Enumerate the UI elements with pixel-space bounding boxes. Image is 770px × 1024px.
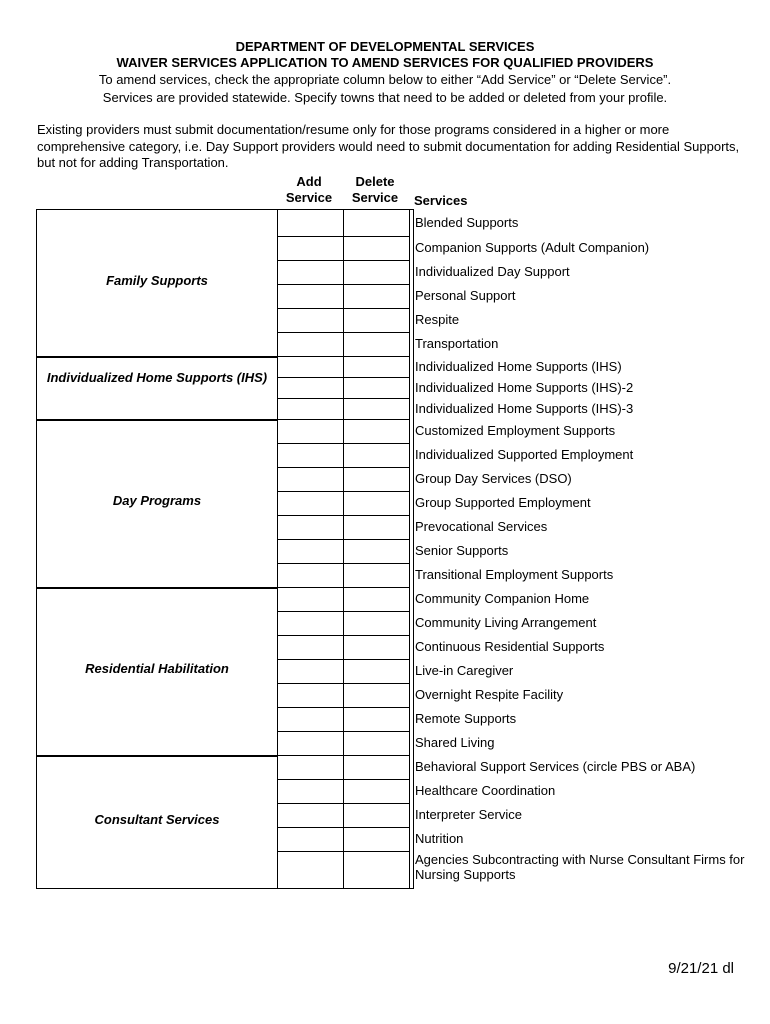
delete-service-checkbox[interactable] xyxy=(344,468,408,490)
department-title: DEPARTMENT OF DEVELOPMENTAL SERVICES xyxy=(235,39,535,54)
add-service-checkbox[interactable] xyxy=(278,261,342,283)
delete-service-checkbox[interactable] xyxy=(344,852,408,887)
service-name: Companion Supports (Adult Companion) xyxy=(415,240,650,255)
add-service-header: Add Service xyxy=(285,174,333,205)
service-name: Interpreter Service xyxy=(415,807,522,822)
delete-service-checkbox[interactable] xyxy=(344,804,408,826)
delete-service-checkbox[interactable] xyxy=(344,612,408,634)
add-service-checkbox[interactable] xyxy=(278,780,342,802)
delete-service-checkbox[interactable] xyxy=(344,357,408,376)
delete-service-checkbox[interactable] xyxy=(344,588,408,610)
service-name: Community Companion Home xyxy=(415,591,590,606)
add-service-checkbox[interactable] xyxy=(278,828,342,850)
delete-service-checkbox[interactable] xyxy=(344,309,408,331)
add-service-checkbox[interactable] xyxy=(278,399,342,418)
service-name: Blended Supports xyxy=(415,215,519,230)
delete-service-checkbox[interactable] xyxy=(344,378,408,397)
instruction-line: To amend services, check the appropriate column below to either “Add Service” or “Delete Service”. xyxy=(98,72,672,87)
delete-service-checkbox[interactable] xyxy=(344,237,408,259)
add-service-checkbox[interactable] xyxy=(278,309,342,331)
delete-service-checkbox[interactable] xyxy=(344,540,408,562)
delete-service-checkbox[interactable] xyxy=(344,285,408,307)
group-divider xyxy=(37,755,277,757)
delete-service-checkbox[interactable] xyxy=(344,492,408,514)
delete-service-checkbox[interactable] xyxy=(344,333,408,355)
service-name: Remote Supports xyxy=(415,711,517,726)
form-title: WAIVER SERVICES APPLICATION TO AMEND SERVICES FOR QUALIFIED PROVIDERS xyxy=(116,55,654,70)
statewide-note: Services are provided statewide. Specify towns that need to be added or deleted from your profile. xyxy=(102,90,668,105)
service-name: Individualized Day Support xyxy=(415,264,570,279)
add-service-checkbox[interactable] xyxy=(278,564,342,586)
delete-service-checkbox[interactable] xyxy=(344,660,408,682)
delete-service-checkbox[interactable] xyxy=(344,444,408,466)
revision-date: 9/21/21 dl xyxy=(668,960,734,977)
add-service-checkbox[interactable] xyxy=(278,420,342,442)
group-label: Day Programs xyxy=(112,493,202,508)
delete-service-checkbox[interactable] xyxy=(344,516,408,538)
service-name: Group Day Services (DSO) xyxy=(415,471,572,486)
service-name: Transportation xyxy=(415,336,499,351)
add-service-checkbox[interactable] xyxy=(278,708,342,730)
delete-service-checkbox[interactable] xyxy=(344,828,408,850)
add-service-checkbox[interactable] xyxy=(278,540,342,562)
delete-service-checkbox[interactable] xyxy=(344,564,408,586)
add-service-checkbox[interactable] xyxy=(278,468,342,490)
service-name: Shared Living xyxy=(415,735,495,750)
add-service-checkbox[interactable] xyxy=(278,516,342,538)
add-service-checkbox[interactable] xyxy=(278,357,342,376)
delete-service-checkbox[interactable] xyxy=(344,684,408,706)
service-name: Transitional Employment Supports xyxy=(415,567,614,582)
service-name: Overnight Respite Facility xyxy=(415,687,564,702)
service-name: Customized Employment Supports xyxy=(415,423,616,438)
service-name: Agencies Subcontracting with Nurse Consultant Firms for Nursing Supports xyxy=(415,852,745,882)
add-service-checkbox[interactable] xyxy=(278,285,342,307)
add-service-checkbox[interactable] xyxy=(278,732,342,754)
add-service-checkbox[interactable] xyxy=(278,636,342,658)
delete-service-checkbox[interactable] xyxy=(344,780,408,802)
delete-service-checkbox[interactable] xyxy=(344,261,408,283)
service-name: Continuous Residential Supports xyxy=(415,639,605,654)
service-name: Live-in Caregiver xyxy=(415,663,514,678)
add-service-checkbox[interactable] xyxy=(278,852,342,887)
add-service-checkbox[interactable] xyxy=(278,237,342,259)
add-service-checkbox[interactable] xyxy=(278,804,342,826)
delete-service-checkbox[interactable] xyxy=(344,708,408,730)
add-service-checkbox[interactable] xyxy=(278,211,342,235)
add-service-checkbox[interactable] xyxy=(278,588,342,610)
group-divider xyxy=(37,419,277,421)
add-service-checkbox[interactable] xyxy=(278,444,342,466)
service-name: Prevocational Services xyxy=(415,519,548,534)
add-service-checkbox[interactable] xyxy=(278,333,342,355)
add-service-checkbox[interactable] xyxy=(278,612,342,634)
delete-service-checkbox[interactable] xyxy=(344,211,408,235)
delete-service-checkbox[interactable] xyxy=(344,399,408,418)
add-service-checkbox[interactable] xyxy=(278,378,342,397)
group-label: Individualized Home Supports (IHS) xyxy=(46,369,268,385)
add-service-checkbox[interactable] xyxy=(278,684,342,706)
service-name: Community Living Arrangement xyxy=(415,615,597,630)
add-service-checkbox[interactable] xyxy=(278,756,342,778)
services-column-divider xyxy=(409,210,410,888)
delete-service-checkbox[interactable] xyxy=(344,420,408,442)
services-header: Services xyxy=(414,193,468,208)
service-name: Nutrition xyxy=(415,831,464,846)
service-name: Individualized Home Supports (IHS) xyxy=(415,358,622,374)
service-name: Individualized Supported Employment xyxy=(415,447,634,462)
service-name: Individualized Home Supports (IHS)-2 xyxy=(415,379,634,395)
service-name: Senior Supports xyxy=(415,543,509,558)
delete-service-checkbox[interactable] xyxy=(344,636,408,658)
service-name: Group Supported Employment xyxy=(415,495,591,510)
group-divider xyxy=(37,356,277,358)
service-name: Individualized Home Supports (IHS)-3 xyxy=(415,400,634,416)
service-name: Personal Support xyxy=(415,288,516,303)
group-divider xyxy=(37,587,277,589)
add-service-checkbox[interactable] xyxy=(278,492,342,514)
add-service-checkbox[interactable] xyxy=(278,660,342,682)
intro-paragraph: Existing providers must submit documentation/resume only for those programs considered in a higher or more comprehensive category, i.e. Day Support providers would need to submit documentation for adding Residential Supports, but not for adding Transportation. xyxy=(37,122,740,170)
group-label: Residential Habilitation xyxy=(85,661,229,676)
delete-service-checkbox[interactable] xyxy=(344,732,408,754)
service-name: Respite xyxy=(415,312,460,327)
services-table xyxy=(36,209,414,889)
group-label: Consultant Services xyxy=(94,811,220,827)
delete-service-checkbox[interactable] xyxy=(344,756,408,778)
delete-service-header: Delete Service xyxy=(351,174,399,205)
service-name: Behavioral Support Services (circle PBS or ABA) xyxy=(415,759,696,774)
group-label: Family Supports xyxy=(106,273,208,288)
service-name: Healthcare Coordination xyxy=(415,783,556,798)
